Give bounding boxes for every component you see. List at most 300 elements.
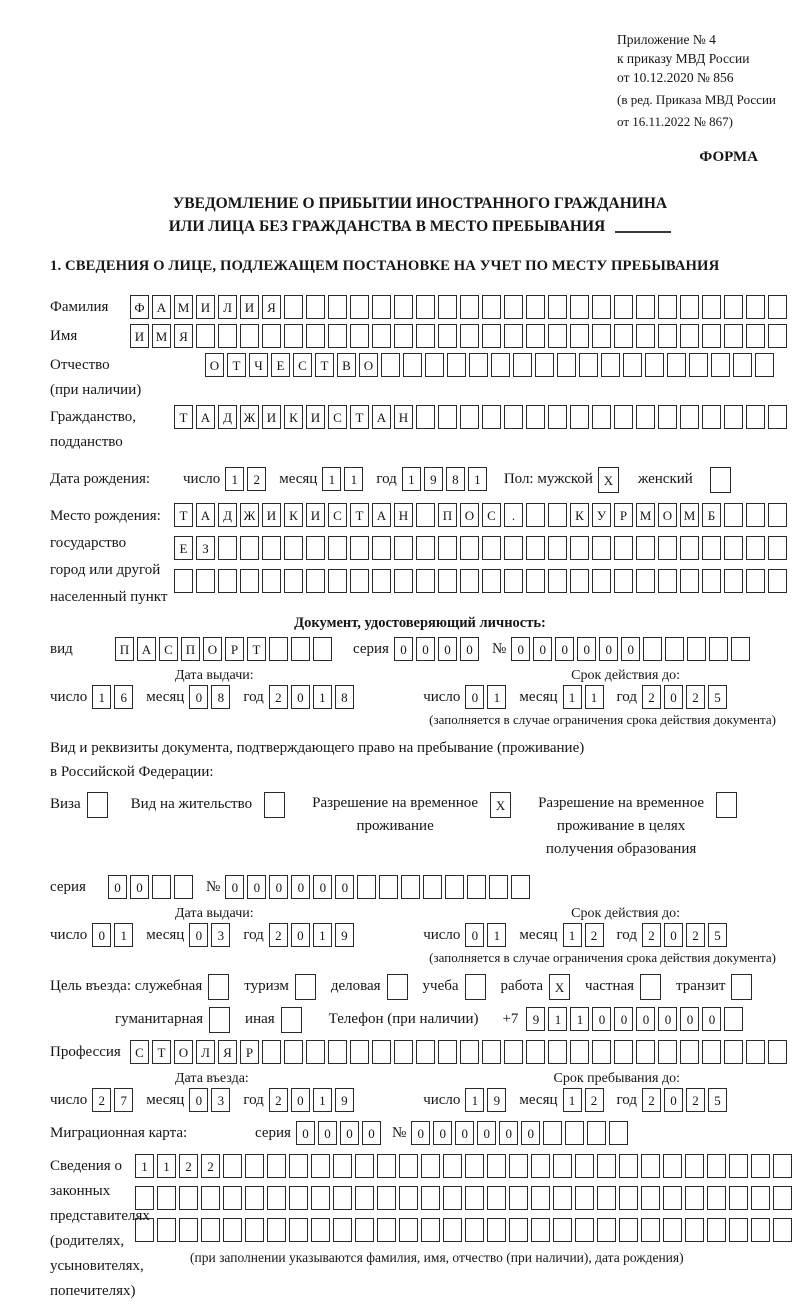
cell[interactable]: С [293,353,312,377]
cell[interactable] [487,1154,506,1178]
cell[interactable] [438,1040,457,1064]
birth-day-cells[interactable] [225,467,269,491]
cell[interactable] [710,467,731,493]
cell[interactable] [663,1218,682,1242]
cell[interactable] [460,405,479,429]
cell[interactable] [751,1186,770,1210]
cell[interactable] [87,792,108,818]
cell[interactable] [575,1186,594,1210]
private-checkbox[interactable] [640,974,664,1000]
cell[interactable]: К [284,405,303,429]
cell[interactable]: 0 [614,1007,633,1031]
cell[interactable] [658,324,677,348]
cell[interactable]: 1 [563,685,582,709]
cell[interactable] [575,1218,594,1242]
cell[interactable]: 0 [533,637,552,661]
cell[interactable] [421,1186,440,1210]
cell[interactable] [387,974,408,1000]
cell[interactable]: 5 [708,923,727,947]
cell[interactable] [223,1218,242,1242]
cell[interactable] [350,569,369,593]
cell[interactable] [438,569,457,593]
cell[interactable]: Д [218,405,237,429]
cell[interactable] [592,1040,611,1064]
cell[interactable] [306,536,325,560]
cell[interactable] [284,569,303,593]
cell[interactable]: . [504,503,523,527]
cell[interactable] [381,353,400,377]
cell[interactable]: 2 [201,1154,220,1178]
cell[interactable] [746,1040,765,1064]
cell[interactable] [482,536,501,560]
cell[interactable]: И [262,503,281,527]
cell[interactable] [707,1186,726,1210]
cell[interactable] [245,1218,264,1242]
cell[interactable]: 8 [446,467,465,491]
cell[interactable]: П [115,637,134,661]
cell[interactable]: 0 [362,1121,381,1145]
cell[interactable] [416,536,435,560]
cell[interactable] [281,1007,302,1033]
cell[interactable]: 1 [563,923,582,947]
cell[interactable] [724,503,743,527]
cell[interactable]: 2 [686,685,705,709]
cell[interactable] [465,1186,484,1210]
permit-number-cells[interactable] [225,875,533,899]
cell[interactable] [570,324,589,348]
cell[interactable] [179,1186,198,1210]
cell[interactable]: 1 [313,1088,332,1112]
permit-issue-month-cells[interactable] [189,923,233,947]
cell[interactable] [548,536,567,560]
cell[interactable] [482,405,501,429]
cell[interactable] [394,536,413,560]
other-checkbox[interactable] [281,1007,305,1033]
cell[interactable]: Я [218,1040,237,1064]
cell[interactable] [663,1186,682,1210]
cell[interactable]: Р [614,503,633,527]
cell[interactable] [570,569,589,593]
cell[interactable]: 2 [585,923,604,947]
study-checkbox[interactable] [465,974,489,1000]
cell[interactable] [680,569,699,593]
cell[interactable] [619,1186,638,1210]
cell[interactable]: 9 [335,923,354,947]
cell[interactable]: 1 [114,923,133,947]
cell[interactable] [152,875,171,899]
cell[interactable] [636,569,655,593]
cell[interactable]: 1 [313,685,332,709]
cell[interactable] [609,1121,628,1145]
guardians-cells-row2[interactable] [135,1186,795,1210]
cell[interactable] [504,324,523,348]
cell[interactable] [641,1186,660,1210]
cell[interactable]: 1 [548,1007,567,1031]
cell[interactable] [284,536,303,560]
cell[interactable]: 2 [642,685,661,709]
cell[interactable] [218,324,237,348]
cell[interactable]: Т [247,637,266,661]
cell[interactable]: Т [174,405,193,429]
cell[interactable] [645,353,664,377]
cell[interactable]: 0 [189,923,208,947]
cell[interactable] [416,569,435,593]
cell[interactable] [535,353,554,377]
cell[interactable] [592,569,611,593]
cell[interactable] [469,353,488,377]
cell[interactable] [768,295,787,319]
cell[interactable] [377,1218,396,1242]
doc-kind-cells[interactable] [115,637,335,661]
cell[interactable]: 2 [269,1088,288,1112]
cell[interactable] [504,569,523,593]
doc-issue-year-cells[interactable] [269,685,357,709]
cell[interactable]: 1 [487,685,506,709]
cell[interactable]: Л [218,295,237,319]
cell[interactable] [174,875,193,899]
cell[interactable]: 1 [465,1088,484,1112]
cell[interactable]: А [372,503,391,527]
cell[interactable]: Н [394,503,413,527]
cell[interactable]: 0 [702,1007,721,1031]
cell[interactable] [262,1040,281,1064]
cell[interactable]: Д [218,503,237,527]
cell[interactable] [680,295,699,319]
cell[interactable] [416,503,435,527]
cell[interactable] [328,295,347,319]
cell[interactable] [526,1040,545,1064]
cell[interactable]: 9 [424,467,443,491]
cell[interactable]: О [359,353,378,377]
cell[interactable] [680,405,699,429]
cell[interactable] [328,324,347,348]
cell[interactable]: 0 [477,1121,496,1145]
cell[interactable]: 2 [642,923,661,947]
cell[interactable] [425,353,444,377]
cell[interactable] [196,569,215,593]
cell[interactable]: 0 [189,685,208,709]
cell[interactable]: М [680,503,699,527]
cell[interactable] [438,405,457,429]
residence-permit-checkbox[interactable] [264,792,288,818]
cell[interactable]: 0 [658,1007,677,1031]
cell[interactable] [401,875,420,899]
cell[interactable] [663,1154,682,1178]
cell[interactable] [575,1154,594,1178]
cell[interactable] [509,1154,528,1178]
cell[interactable] [531,1154,550,1178]
cell[interactable] [240,569,259,593]
cell[interactable] [284,295,303,319]
cell[interactable]: Б [702,503,721,527]
phone-cells[interactable] [526,1007,746,1031]
cell[interactable] [592,405,611,429]
cell[interactable] [289,1186,308,1210]
cell[interactable] [724,295,743,319]
cell[interactable] [284,324,303,348]
cell[interactable]: 0 [189,1088,208,1112]
cell[interactable] [350,295,369,319]
purpose-official-checkbox[interactable] [208,974,232,1000]
cell[interactable]: Т [350,503,369,527]
cell[interactable]: 0 [455,1121,474,1145]
cell[interactable]: 1 [313,923,332,947]
cell[interactable] [768,569,787,593]
cell[interactable] [548,324,567,348]
cell[interactable] [201,1186,220,1210]
cell[interactable] [460,1040,479,1064]
cell[interactable] [548,405,567,429]
cell[interactable]: Т [350,405,369,429]
profession-cells[interactable] [130,1040,790,1064]
cell[interactable]: 0 [108,875,127,899]
cell[interactable] [592,536,611,560]
cell[interactable] [438,295,457,319]
cell[interactable]: 0 [664,923,683,947]
cell[interactable] [553,1218,572,1242]
cell[interactable] [438,324,457,348]
cell[interactable] [768,503,787,527]
cell[interactable] [619,1154,638,1178]
cell[interactable]: 0 [291,875,310,899]
cell[interactable] [614,536,633,560]
cell[interactable] [328,536,347,560]
cell[interactable] [328,569,347,593]
temp-residence-checkbox[interactable] [490,792,514,818]
permit-valid-day-cells[interactable] [465,923,509,947]
cell[interactable]: И [130,324,149,348]
cell[interactable] [773,1218,792,1242]
cell[interactable]: Я [174,324,193,348]
cell[interactable] [768,405,787,429]
cell[interactable] [597,1154,616,1178]
cell[interactable] [482,295,501,319]
cell[interactable] [716,792,737,818]
cell[interactable]: 0 [438,637,457,661]
cell[interactable]: 0 [599,637,618,661]
cell[interactable]: 7 [114,1088,133,1112]
cell[interactable] [491,353,510,377]
cell[interactable]: 2 [247,467,266,491]
birthplace-cells-row2[interactable] [174,536,790,560]
cell[interactable] [636,536,655,560]
cell[interactable] [702,536,721,560]
cell[interactable] [685,1154,704,1178]
cell[interactable]: 0 [313,875,332,899]
cell[interactable]: А [196,405,215,429]
cell[interactable]: 1 [344,467,363,491]
guardians-cells-row3[interactable] [135,1218,795,1242]
cell[interactable] [504,405,523,429]
cell[interactable] [394,1040,413,1064]
cell[interactable] [746,324,765,348]
cell[interactable] [223,1154,242,1178]
cell[interactable] [289,1218,308,1242]
cell[interactable] [658,295,677,319]
cell[interactable] [746,569,765,593]
cell[interactable] [306,1040,325,1064]
cell[interactable] [724,536,743,560]
cell[interactable] [768,324,787,348]
cell[interactable] [746,503,765,527]
cell[interactable]: 0 [130,875,149,899]
cell[interactable] [597,1186,616,1210]
cell[interactable] [465,1218,484,1242]
cell[interactable] [157,1218,176,1242]
cell[interactable] [623,353,642,377]
cell[interactable]: О [205,353,224,377]
cell[interactable] [526,503,545,527]
cell[interactable]: А [372,405,391,429]
cell[interactable] [592,324,611,348]
cell[interactable]: 0 [225,875,244,899]
cell[interactable] [311,1154,330,1178]
cell[interactable] [482,569,501,593]
cell[interactable] [357,875,376,899]
cell[interactable]: 0 [335,875,354,899]
cell[interactable] [579,353,598,377]
cell[interactable] [729,1154,748,1178]
cell[interactable]: А [196,503,215,527]
cell[interactable] [614,569,633,593]
cell[interactable] [443,1154,462,1178]
cell[interactable]: 1 [585,685,604,709]
cell[interactable]: X [490,792,511,818]
cell[interactable]: З [196,536,215,560]
cell[interactable] [313,637,332,661]
cell[interactable] [447,353,466,377]
cell[interactable] [460,569,479,593]
cell[interactable] [548,503,567,527]
cell[interactable] [218,569,237,593]
cell[interactable] [702,1040,721,1064]
cell[interactable] [553,1154,572,1178]
permit-issue-year-cells[interactable] [269,923,357,947]
cell[interactable] [636,324,655,348]
cell[interactable]: 0 [92,923,111,947]
cell[interactable] [372,324,391,348]
business-checkbox[interactable] [387,974,411,1000]
cell[interactable]: 1 [157,1154,176,1178]
cell[interactable] [702,295,721,319]
birthplace-cells-row3[interactable] [174,569,790,593]
cell[interactable] [636,405,655,429]
cell[interactable]: И [306,405,325,429]
cell[interactable]: 0 [511,637,530,661]
cell[interactable] [355,1218,374,1242]
cell[interactable] [702,324,721,348]
cell[interactable] [269,637,288,661]
cell[interactable] [306,295,325,319]
cell[interactable] [306,324,325,348]
visa-checkbox[interactable] [87,792,111,818]
cell[interactable] [685,1186,704,1210]
cell[interactable]: 3 [211,1088,230,1112]
cell[interactable] [707,1218,726,1242]
stay-day-cells[interactable] [465,1088,509,1112]
cell[interactable] [526,295,545,319]
doc-valid-year-cells[interactable] [642,685,730,709]
cell[interactable]: А [137,637,156,661]
cell[interactable] [372,1040,391,1064]
cell[interactable]: И [306,503,325,527]
cell[interactable] [614,1040,633,1064]
cell[interactable] [208,974,229,1000]
cell[interactable] [526,405,545,429]
cell[interactable] [355,1154,374,1178]
cell[interactable]: 2 [585,1088,604,1112]
cell[interactable]: 9 [487,1088,506,1112]
cell[interactable] [504,295,523,319]
cell[interactable]: А [152,295,171,319]
cell[interactable] [262,324,281,348]
cell[interactable]: 0 [433,1121,452,1145]
cell[interactable] [333,1186,352,1210]
cell[interactable] [372,569,391,593]
cell[interactable] [487,1186,506,1210]
cell[interactable] [438,536,457,560]
cell[interactable]: Н [394,405,413,429]
humanitarian-checkbox[interactable] [209,1007,233,1033]
cell[interactable] [504,1040,523,1064]
cell[interactable] [416,1040,435,1064]
cell[interactable] [619,1218,638,1242]
doc-series-cells[interactable] [394,637,482,661]
cell[interactable] [399,1186,418,1210]
cell[interactable] [570,295,589,319]
cell[interactable] [223,1186,242,1210]
cell[interactable]: 0 [499,1121,518,1145]
mig-series-cells[interactable] [296,1121,384,1145]
cell[interactable] [509,1186,528,1210]
cell[interactable] [157,1186,176,1210]
cell[interactable] [702,569,721,593]
cell[interactable] [179,1218,198,1242]
cell[interactable] [394,295,413,319]
sex-female-checkbox[interactable] [710,467,734,493]
cell[interactable] [729,1218,748,1242]
cell[interactable] [328,1040,347,1064]
cell[interactable]: Т [315,353,334,377]
cell[interactable] [355,1186,374,1210]
cell[interactable] [636,1040,655,1064]
cell[interactable] [658,536,677,560]
cell[interactable] [640,974,661,1000]
cell[interactable] [306,569,325,593]
cell[interactable]: Ж [240,405,259,429]
cell[interactable] [465,974,486,1000]
cell[interactable] [755,353,774,377]
cell[interactable] [416,295,435,319]
cell[interactable] [267,1154,286,1178]
cell[interactable]: 1 [570,1007,589,1031]
cell[interactable]: 8 [335,685,354,709]
cell[interactable] [201,1218,220,1242]
cell[interactable]: 1 [487,923,506,947]
cell[interactable]: М [152,324,171,348]
cell[interactable] [724,569,743,593]
cell[interactable]: Е [271,353,290,377]
cell[interactable]: П [438,503,457,527]
cell[interactable] [421,1154,440,1178]
cell[interactable] [267,1186,286,1210]
cell[interactable]: 9 [335,1088,354,1112]
cell[interactable]: Е [174,536,193,560]
cell[interactable]: 0 [577,637,596,661]
cell[interactable]: С [130,1040,149,1064]
cell[interactable]: 1 [92,685,111,709]
cell[interactable] [643,637,662,661]
